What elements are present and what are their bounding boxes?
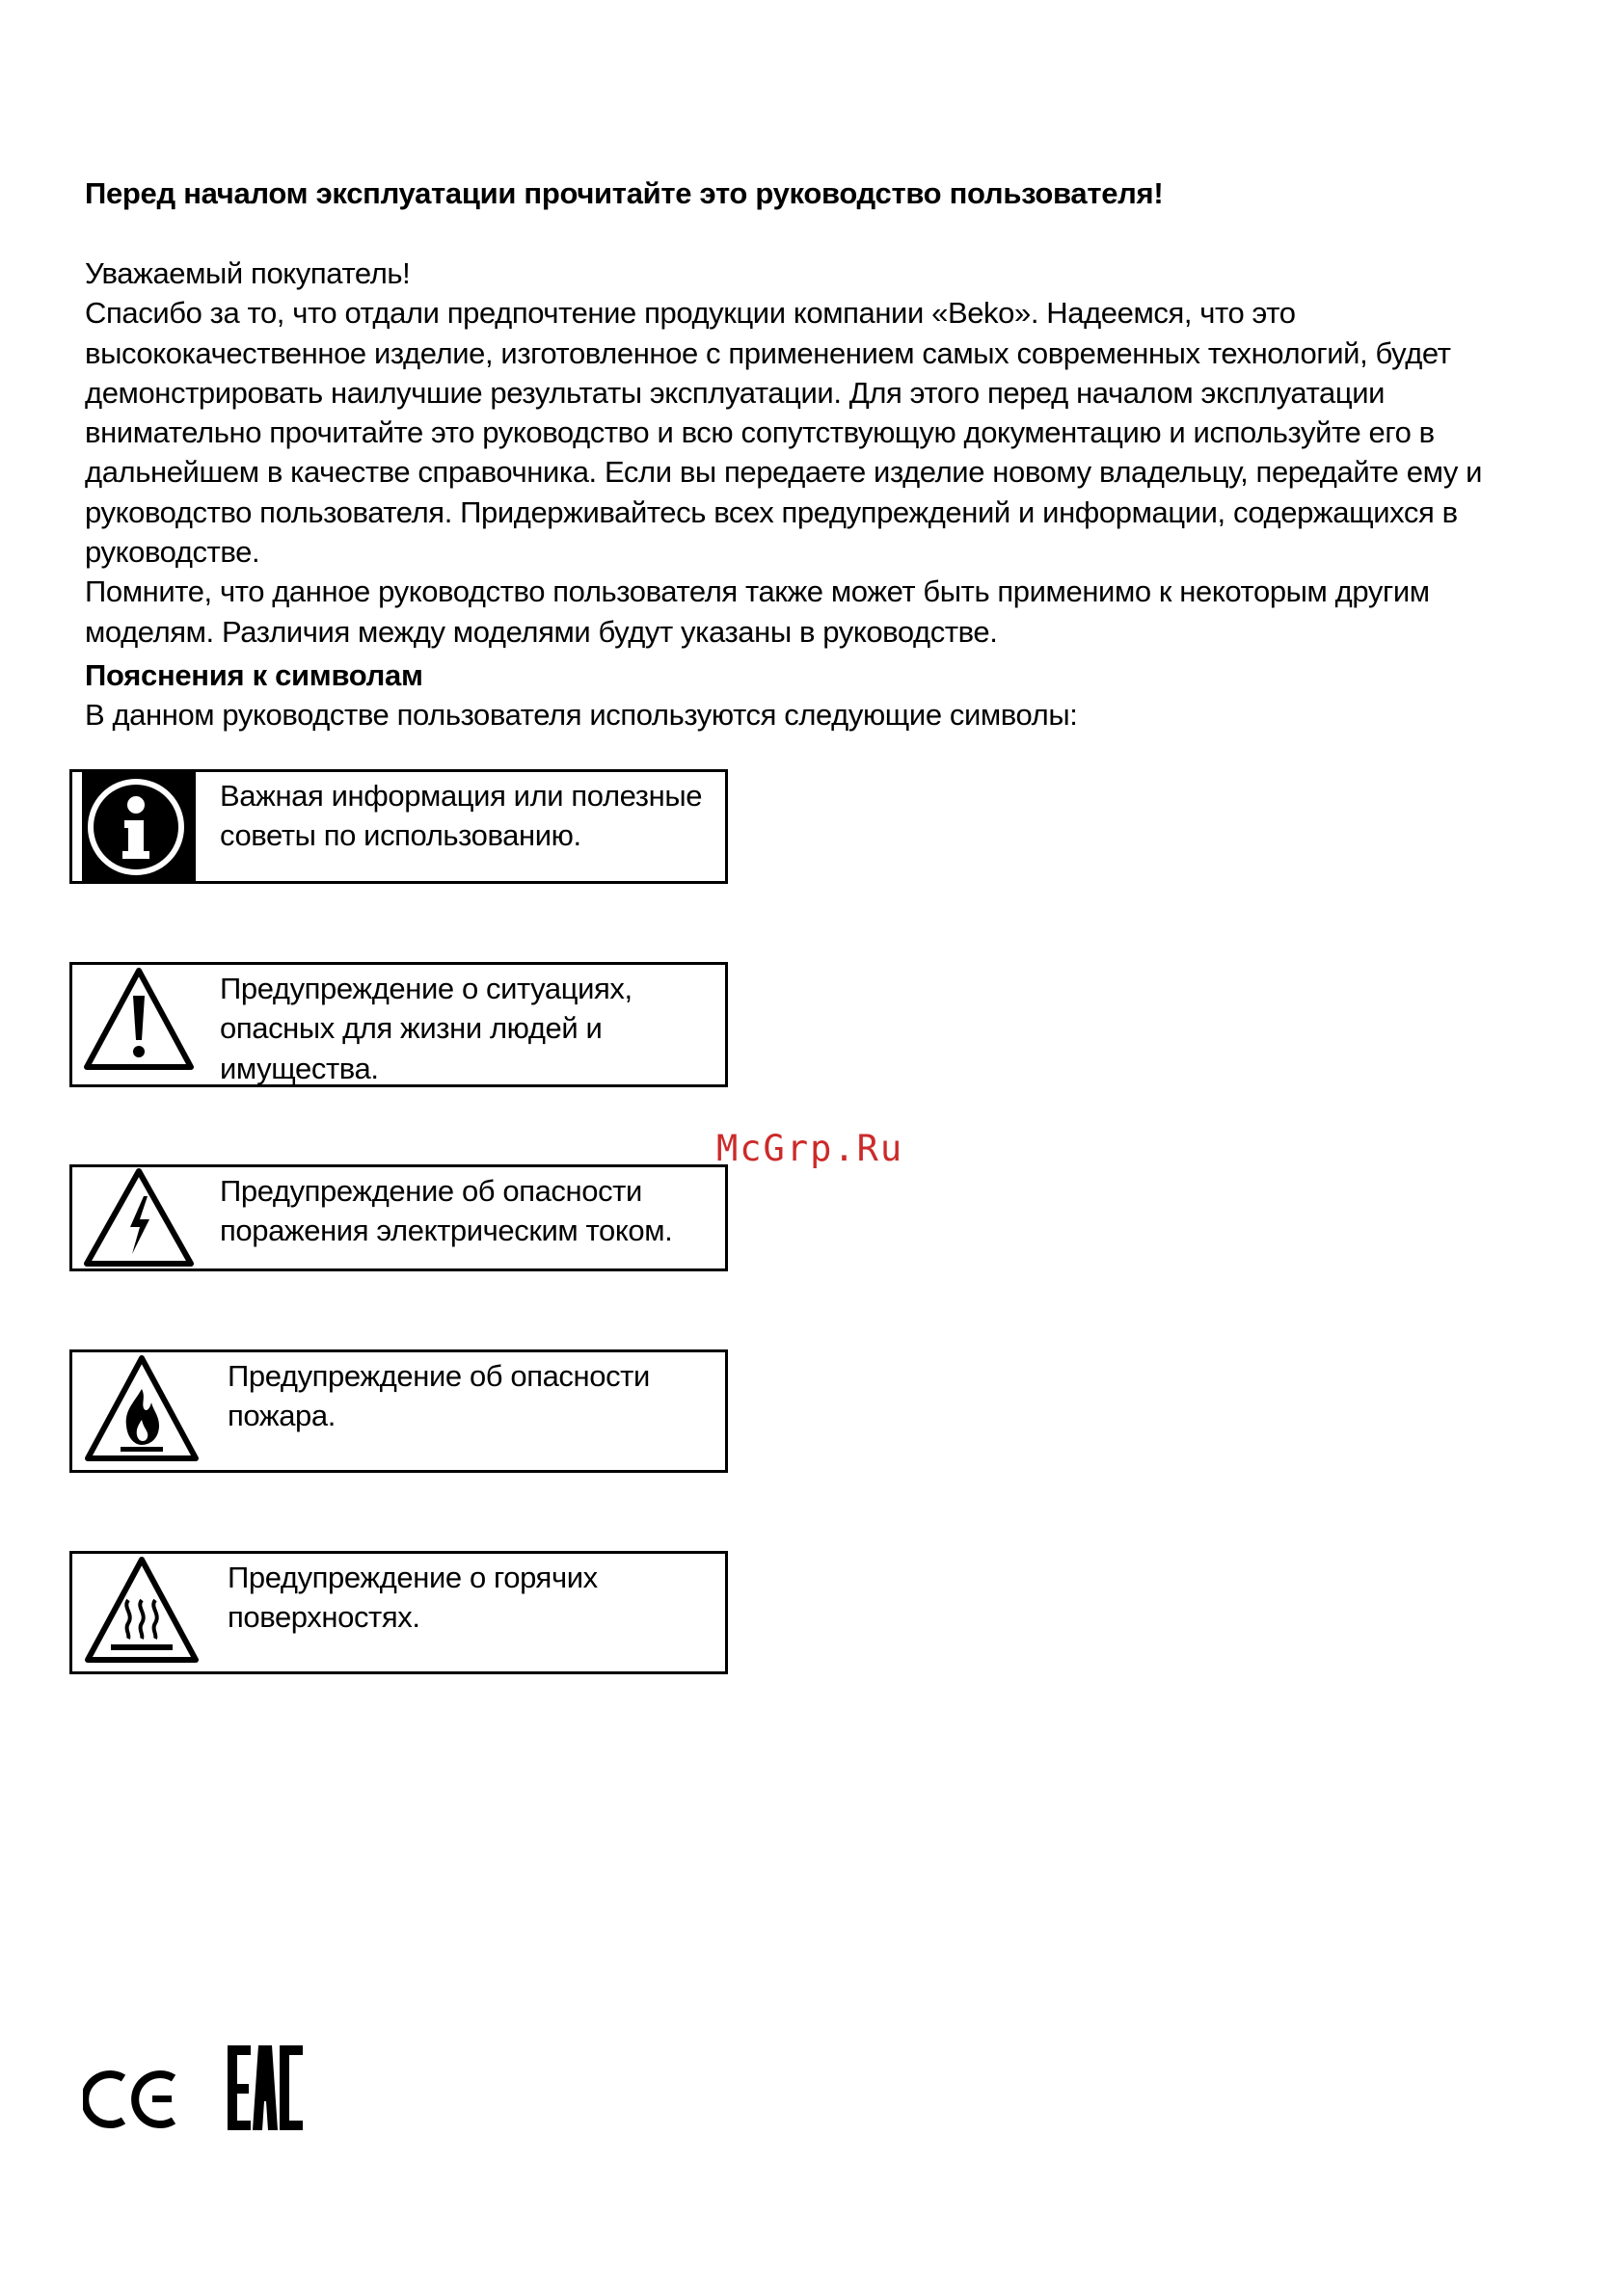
symbol-warning-text: Предупреждение о ситуациях, опасных для жизни людей и имущества. (220, 972, 633, 1085)
ce-mark (85, 2074, 174, 2124)
symbol-electric-text: Предупреждение об опасности поражения электрическим током. (220, 1174, 673, 1248)
watermark: McGrp.Ru (716, 1128, 904, 1169)
symbol-hot-surface (69, 1551, 728, 1674)
hot-surface-icon (82, 1554, 202, 1669)
symbol-info (69, 769, 728, 884)
certification-marks (83, 2042, 324, 2139)
fire-icon (82, 1352, 202, 1468)
symbol-electric (69, 1164, 728, 1271)
page-title: Перед началом эксплуатации прочитайте это руководство пользователя! (85, 176, 1164, 210)
symbol-hot-surface-text: Предупреждение о горячих поверхностях. (228, 1561, 598, 1635)
ce-eac-marks (83, 2042, 324, 2134)
symbol-fire-text: Предупреждение об опасности пожара. (228, 1359, 650, 1433)
symbol-info-text: Важная информация или полезные советы по использованию. (220, 779, 703, 853)
eac-mark (228, 2045, 303, 2130)
greeting: Уважаемый покупатель! (85, 256, 411, 290)
symbols-intro: В данном руководстве пользователя используются следующие символы: (85, 698, 1078, 732)
warning-icon (82, 965, 196, 1081)
models-note: Помните, что данное руководство пользователя также может быть применимо к некоторым другим моделям. Различия между моделями будут указаны в руководстве. (85, 574, 1430, 649)
intro-paragraph: Спасибо за то, что отдали предпочтение продукции компании «Beko». Надеемся, что это высококачественное изделие, изготовленное с применением самых современных технологий, будет демонстрировать наилучшие результаты эксплуатации. Для этого перед началом эксплуатации внимательно прочитайте это руководство и всю сопутствующую документацию и используйте его в дальнейшем в качестве справочника. Если вы передаете изделие новому владельцу, передайте ему и руководство пользователя. Придерживайтесь всех предупреждений и информации, содержащихся в руководстве. (85, 296, 1483, 570)
info-icon (82, 772, 196, 881)
intro-text (85, 254, 1512, 652)
symbol-warning (69, 962, 728, 1087)
electric-shock-icon (82, 1167, 196, 1271)
symbols-heading: Пояснения к символам (85, 658, 423, 692)
symbol-fire (69, 1349, 728, 1473)
